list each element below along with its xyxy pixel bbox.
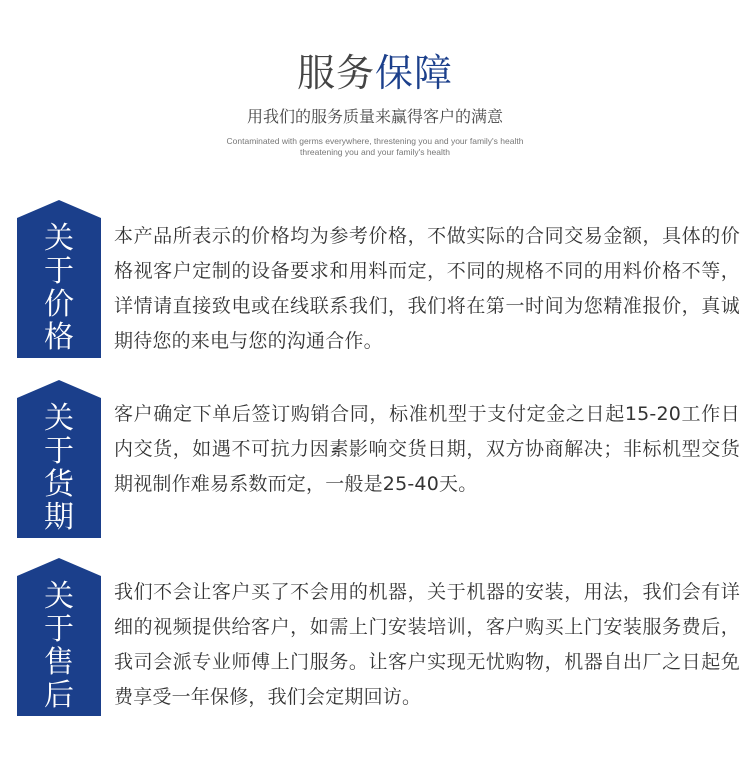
section-tag-after-sales [17,558,101,716]
section-text-delivery: 客户确定下单后签订购销合同，标准机型于支付定金之日起15-20工作日内交货，如遇不可抗力因素影响交货日期，双方协商解决；非标机型交货期视制作难易系数而定，一般是25-40天。 [114,403,740,495]
section-text-price: 本产品所表示的价格均为参考价格，不做实际的合同交易金额，具体的价格视客户定制的设备要求和用料而定，不同的规格不同的用料价格不等，详情请直接致电或在线联系我们，我们将在第一时间为您精准报价，真诚期待您的来电与您的沟通合作。 [114,225,740,352]
page-title [0,48,750,98]
english-tagline-1: Contaminated with germs everywhere, threstening you and your family's health [226,136,524,146]
title-accent: 保障 [375,51,454,95]
section-tag-price [17,200,101,358]
section-after-sales [0,558,750,718]
section-price [0,200,750,360]
section-delivery [0,380,750,540]
tag-label: 关于货期 [44,401,74,535]
title-main: 服务 [296,51,375,95]
page-subtitle: 用我们的服务质量来赢得客户的满意 [246,107,503,126]
tag-label: 关于价格 [44,221,74,355]
tag-label: 关于售后 [44,579,74,713]
section-text-after-sales: 我们不会让客户买了不会用的机器，关于机器的安装，用法，我们会有详细的视频提供给客户，如需上门安装培训，客户购买上门安装服务费后，我司会派专业师傅上门服务。让客户实现无忧购物，机器自出厂之日起免费享受一年保修，我们会定期回访。 [114,581,740,708]
english-tagline-2: threatening you and your family's health [300,147,450,157]
section-tag-delivery [17,380,101,538]
page-header [0,0,750,170]
